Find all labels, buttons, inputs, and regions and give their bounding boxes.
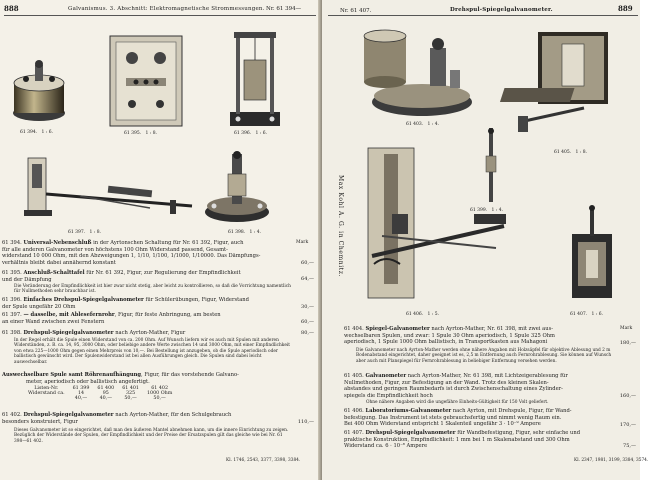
price-61396: 30,— bbox=[301, 304, 314, 310]
price-61397: 60,— bbox=[301, 319, 314, 325]
price-61395: 64,— bbox=[301, 276, 314, 282]
price-61405: 160,— bbox=[619, 393, 636, 399]
figure-61403-galvanometer bbox=[358, 26, 476, 120]
price-61406: 170,— bbox=[619, 422, 636, 428]
entry-61405: 61 405. Galvanometer nach Ayrton-Mather, Nr. 61 398, mit Lichtzeigerablesung für Nullmethoden, Figur, zur Befestigung an der Wand. Trotz des kleinen Skalen- abstandes und geringen Raumbedarfs ist durch Zwischenschaltung eines Zylinder- spiegels die Empfindlichkeit hoch bbox=[344, 373, 568, 399]
right-page-header-left: Nr. 61 407. bbox=[340, 8, 372, 14]
note-61402: Dieses Galvanometer ist so eingerichtet, daß man den äußeren Mantel abnehmen kann, um die innere Einrichtung zu zeigen. Bezüglich der Widerstände der Spulen, der Empfindlichkeit und der Preise der Ersatzspulen gilt das gleiche wie bei Nr. 61 398—61 402. bbox=[14, 428, 289, 444]
left-page-number: 888 bbox=[4, 4, 19, 13]
figure-61395-caption: 61 395. 1 : 8. bbox=[124, 131, 158, 136]
right-page bbox=[322, 0, 648, 480]
figure-61405-wall-galvanometer bbox=[514, 28, 614, 136]
publisher-vertical-text: Max Kohl A. G. in Chemnitz. bbox=[337, 175, 344, 278]
note-61398: In der Regel erhält die Spule einen Widerstand von ca. 200 Ohm. Auf Wunsch liefern wir es auch mit Spulen mit anderen Widerständen, z. B. ca. 14, 95, 3000 Ohm, oder beliebige andere Werte zwischen 14 und 3000 Ohm, mit einer Empfindlichkeit von etwa 225—1000 Ohm gegen einen Mehrpreis von 10,—. Bei Bestellung ist anzugeben, ob die Spule aperiodisch oder ballistisch gewünscht wird. Der Spulenwiderstand ist bei allen Ausführungen gleich. Die Spulen sind dabei leicht auswechselbar. bbox=[14, 338, 291, 365]
note-61404: Die Galvanometer nach Ayrton-Mather werden ohne nähere Angaben mit Holzsäpfel für objektive Ablesung und 2 m Bodenabstand eingerichtet, daher geeignet ist es, 2,5 m Entfernung auch Fernrohrablesung. Sie können auf Wunsch aber auch mit Planspiegel für Fernrohrablesung in beliebiger Entfernung versehen werden. bbox=[356, 348, 612, 364]
table-row: Listen-Nr. 61 399 61 400 61 401 61 402 bbox=[34, 386, 169, 391]
figure-61397-caption: 61 397. 1 : 8. bbox=[68, 230, 102, 235]
price-61402: 110,— bbox=[297, 419, 314, 425]
entry-61406: 61 406. Laboratoriums-Galvanometer nach Ayrton, mit Drehspule, Figur, für Wand- befestigung. Das Instrument ist stets gebrauchsfertig und nimmt wenig Raum ein. Bei 400 Ohm Widerstand entspricht 1 Skalenteil ungefähr 3 · 10⁻⁹ Ampere bbox=[344, 408, 572, 428]
figure-61405-caption: 61 405. 1 : 8. bbox=[554, 150, 588, 155]
left-footer: Kl. 1746, 2543, 3377, 3398, 3384. bbox=[226, 458, 301, 463]
header-rule bbox=[328, 15, 638, 16]
header-rule bbox=[4, 15, 316, 16]
figure-61394-caption: 61 394. 1 : 6. bbox=[20, 130, 54, 135]
table-row: 40,— 40,— 50,— 50,— bbox=[74, 396, 166, 401]
coil-price-table bbox=[24, 386, 176, 401]
price-61394: 60,— bbox=[301, 260, 314, 266]
figure-61407-drehspul-wall bbox=[568, 206, 616, 302]
figure-61397-galvanometer-with-telescope bbox=[20, 150, 200, 224]
figure-61395-switchboard bbox=[108, 34, 184, 128]
right-footer: Kl. 2347, 1981, 3199, 3384, 3574. bbox=[574, 458, 648, 463]
left-page bbox=[0, 0, 322, 480]
figure-61406-laboratory-galvanometer bbox=[362, 144, 512, 304]
entry-61402: 61 402. Drehspul-Spiegelgalvanometer nach Ayrton-Mather, für den Schulgebrauch besonders konstruiert, Figur bbox=[2, 412, 232, 425]
figure-61394-shunt bbox=[8, 55, 70, 125]
right-page-header: Drehspul-Spiegelgalvanometer. bbox=[450, 7, 553, 13]
table-row: Widerstand ca. 14 95 325 1000 Ohm bbox=[28, 391, 173, 396]
price-61398: 80,— bbox=[301, 330, 314, 336]
left-price-header: Mark bbox=[296, 240, 309, 245]
figure-61398-caption: 61 398. 1 : 4. bbox=[228, 230, 262, 235]
figure-61396-galvanometer bbox=[226, 30, 284, 130]
entry-61407: 61 407. Drehspul-Spiegelgalvanometer für Wandbefestigung, Figur, sehr einfache und praktische Konstruktion, Empfindlichkeit: 1 mm bei 1 m Skalenabstand und 300 Ohm Widerstand ca. 6 · 10⁻⁸ Ampere bbox=[344, 430, 581, 450]
entry-spare-coil: Auswechselbare Spule samt Röhrenaufhängung, Figur, für das vorstehende Galvano- meter, aperiodisch oder ballistisch angefertigt. bbox=[2, 372, 239, 385]
left-page-header: Galvanismus. 3. Abschnitt: Elektromagnetische Strommessungen. bbox=[68, 6, 265, 12]
entry-61398: 61 398. Drehspul-Spiegelgalvanometer nach Ayrton-Mather, Figur bbox=[2, 330, 186, 336]
price-61404: 180,— bbox=[619, 340, 636, 346]
entry-61397: 61 397. — dasselbe, mit Ablesefernrohr, Figur, für feste Anbringung, am besten an einer Wand zwischen zwei Fenstern bbox=[2, 312, 221, 325]
note-61395: Die Veränderung der Empfindlichkeit ist hier zwar nicht stetig, aber leicht zu kontrollieren, so daß die Vorrichtung namentlich für Nullmethoden sehr brauchbar ist. bbox=[14, 284, 291, 295]
entry-61396: 61 396. Einfaches Drehspul-Spiegelgalvanometer für Schülerübungen, Figur, Widerstand der Spule ungefähr 20 Ohm bbox=[2, 297, 249, 310]
left-page-header-right: Nr. 61 394— bbox=[266, 6, 302, 12]
figure-61407-caption: 61 407. 1 : 6. bbox=[570, 312, 604, 317]
price-61407: 75,— bbox=[623, 443, 636, 449]
figure-61398-ayrton-mather bbox=[200, 150, 274, 226]
right-page-number: 889 bbox=[618, 4, 633, 13]
figure-61406-caption: 61 406. 1 : 5. bbox=[406, 312, 440, 317]
entry-61404: 61 404. Spiegel-Galvanometer nach Ayrton-Mather, Nr. 61 398, mit zwei aus- wechselbaren Spulen, und zwar: 1 Spule 30 Ohm aperiodisch, 1 Spule 325 Ohm aperiodisch, 1 Spule 1000 Ohm ballistisch, in Transportkasten aus Mahagoni bbox=[344, 326, 555, 346]
entry-61394: 61 394. Universal-Nebenschluß in der Ayrtonschen Schaltung für Nr. 61 392, Figur, auch für alle anderen Galvanometer von höchstens 100 Ohm Widerstand passend, Gesamt- widerstand 10 000 Ohm, mit den Abzweigungen 1, 1/10, 1/100, 1/1000, 1/10000. Das Dämpfungs- verhältnis bleibt dabei annähernd konstant bbox=[2, 240, 261, 266]
figure-61396-caption: 61 396. 1 : 6. bbox=[234, 131, 268, 136]
right-price-header: Mark bbox=[620, 326, 633, 331]
entry-61395: 61 395. Anschluß-Schalttafel für Nr. 61 392, Figur, zur Regulierung der Empfindlichkeit und der Dämpfung bbox=[2, 270, 241, 283]
note-61405: Ohne nähere Angaben wird die ungefähre Einheits-Gültigkeit für 150 Volt geliefert. bbox=[366, 400, 549, 405]
figure-61399-caption: 61 399. 1 : 4. bbox=[470, 208, 504, 213]
figure-61403-caption: 61 403. 1 : 4. bbox=[406, 122, 440, 127]
